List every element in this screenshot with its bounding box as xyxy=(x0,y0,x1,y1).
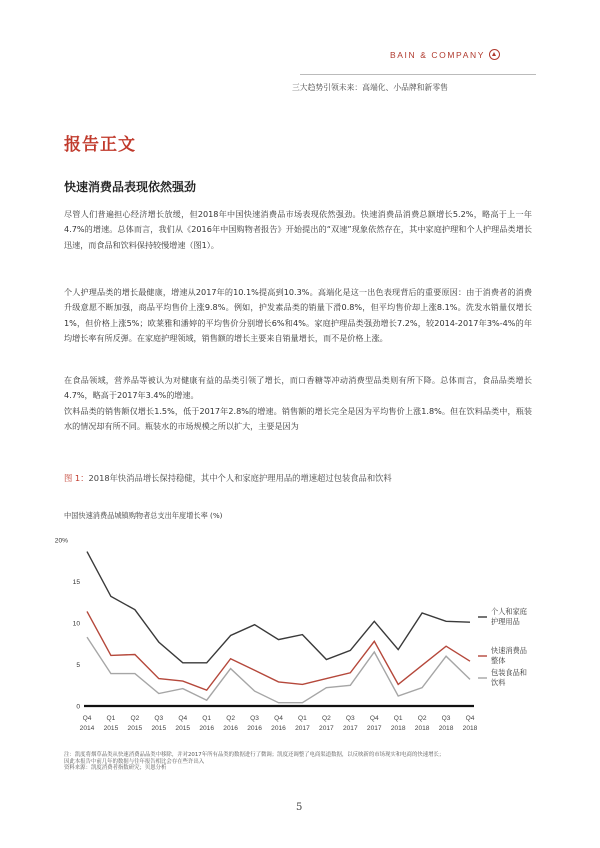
legend-label: 饮料 xyxy=(491,678,506,687)
legend-label: 个人和家庭 xyxy=(491,607,527,616)
x-tick-label-quarter: Q1 xyxy=(298,715,307,722)
x-tick-label-year: 2017 xyxy=(295,725,310,732)
x-tick-label-quarter: Q4 xyxy=(274,715,283,722)
x-tick-label-year: 2017 xyxy=(366,725,382,732)
paragraph: 在食品领域，营养品等被认为对健康有益的品类引领了增长，而口香糖等冲动消费型品类则有所下降。总体而言，食品品类增长4.7%，略高于2017年3.4%的增速。 xyxy=(64,375,532,401)
legend-label: 护理用品 xyxy=(491,617,520,626)
chart-title: 中国快速消费品城镇购物者总支出年度增长率 (%) xyxy=(64,511,223,520)
y-tick-label: 0 xyxy=(76,703,80,711)
x-tick-label-year: 2016 xyxy=(247,725,262,732)
x-tick-label-quarter: Q2 xyxy=(417,715,427,722)
paragraph: 尽管人们普遍担心经济增长放缓，但2018年中国快速消费品市场表现依然强劲。快速消费品消费总额增长5.2%，略高于上一年4.7%的增速。总体而言，我们从《2016年中国购物者报告》开始提出的“双速”现象依然存在，其中家庭护理和个人护理品类增长迅速，而食品和饮料保持较慢增速（图1）。 xyxy=(64,209,532,250)
series-line-2 xyxy=(87,637,470,703)
x-tick-label-quarter: Q2 xyxy=(321,715,331,722)
x-tick-label-year: 2016 xyxy=(223,725,238,732)
section-title: 报告正文 xyxy=(64,135,136,155)
legend-label: 整体 xyxy=(491,656,506,665)
x-tick-label-year: 2018 xyxy=(414,725,430,732)
x-tick-label-year: 2016 xyxy=(271,725,286,732)
x-tick-label-year: 2017 xyxy=(342,725,358,732)
x-tick-label-quarter: Q1 xyxy=(106,715,116,722)
x-tick-label-year: 2018 xyxy=(390,725,406,732)
x-tick-label-year: 2015 xyxy=(175,725,191,732)
x-tick-label-quarter: Q4 xyxy=(82,715,92,722)
footnote: 因此本报告中前几年的数据与往年报告相比会存在些许出入 xyxy=(64,758,205,765)
paragraph: 个人护理品类的增长最健康，增速从2017年的10.1%提高到10.3%。高端化是这一出色表现背后的重要原因：由于消费者的消费升级意愿不断加强，商品平均售价上涨9.8%。例如，护发素品类的销量下滑0.8%，但平均售价却上涨8.1%。洗发水销量仅增长1%，但价格上涨5%；欧莱雅和潘婷的平均售价分别增长6%和4%。家庭护理品类强劲增长7.2%，较2014-2017年3%-4%的年均增长率有所反弹。在家庭护理领域，销售额的增长主要来自销量增长，而不是价格上涨。 xyxy=(64,287,532,344)
x-tick-label-year: 2016 xyxy=(199,725,215,732)
paragraph: 饮料品类的销售额仅增长1.5%，低于2017年2.8%的增速。销售额的增长完全是因为平均售价上涨1.8%。但在饮料品类中，瓶装水的情况却有所不同。瓶装水的市场规模之所以扩大，主要是因为 xyxy=(64,406,532,432)
x-tick-label-quarter: Q3 xyxy=(154,715,164,722)
x-tick-label-quarter: Q4 xyxy=(465,715,475,722)
x-tick-label-year: 2018 xyxy=(462,725,478,732)
x-tick-label-year: 2017 xyxy=(319,725,334,732)
legend-label: 包装食品和 xyxy=(491,668,527,677)
report-subtitle: 三大趋势引领未来：高端化、小品牌和新零售 xyxy=(292,83,448,92)
page-number: 5 xyxy=(296,802,303,813)
x-tick-label-quarter: Q1 xyxy=(393,715,403,722)
x-tick-label-year: 2015 xyxy=(127,725,143,732)
x-tick-label-quarter: Q2 xyxy=(130,715,140,722)
x-tick-label-quarter: Q4 xyxy=(369,715,379,722)
x-tick-label-year: 2018 xyxy=(438,725,454,732)
brand-name: BAIN & COMPANY xyxy=(390,50,485,60)
x-tick-label-quarter: Q3 xyxy=(441,715,451,722)
y-tick-label: 15 xyxy=(72,579,80,586)
x-tick-label-year: 2015 xyxy=(103,725,119,732)
y-tick-label: 10 xyxy=(72,620,80,628)
x-tick-label-year: 2015 xyxy=(151,725,167,732)
x-tick-label-quarter: Q4 xyxy=(178,715,188,722)
x-tick-label-quarter: Q2 xyxy=(226,715,236,722)
y-tick-label: 5 xyxy=(76,662,80,669)
figure-label: 图 1： xyxy=(64,473,89,483)
legend-label: 快速消费品 xyxy=(491,646,527,655)
y-tick-label: 20% xyxy=(54,537,68,545)
x-tick-label-quarter: Q1 xyxy=(202,715,212,722)
x-tick-label-year: 2014 xyxy=(79,725,95,732)
section-heading: 快速消费品表现依然强劲 xyxy=(64,180,197,194)
x-tick-label-quarter: Q3 xyxy=(250,715,259,722)
footnote: 注：凯度将烟草品类从快速消费品品类中移除，并对2017年所有品类的数据进行了微调；凯度还调整了电商渠道数据，以反映新的市场现实和电商的快速增长； xyxy=(64,752,445,758)
source-note: 资料来源：凯度消费者指数研究；贝恩分析 xyxy=(64,765,167,771)
figure-caption-text: 2018年快消品增长保持稳健，其中个人和家庭护理用品的增速超过包装食品和饮料 xyxy=(88,473,392,483)
series-line-0 xyxy=(87,552,470,663)
x-tick-label-quarter: Q3 xyxy=(345,715,355,722)
